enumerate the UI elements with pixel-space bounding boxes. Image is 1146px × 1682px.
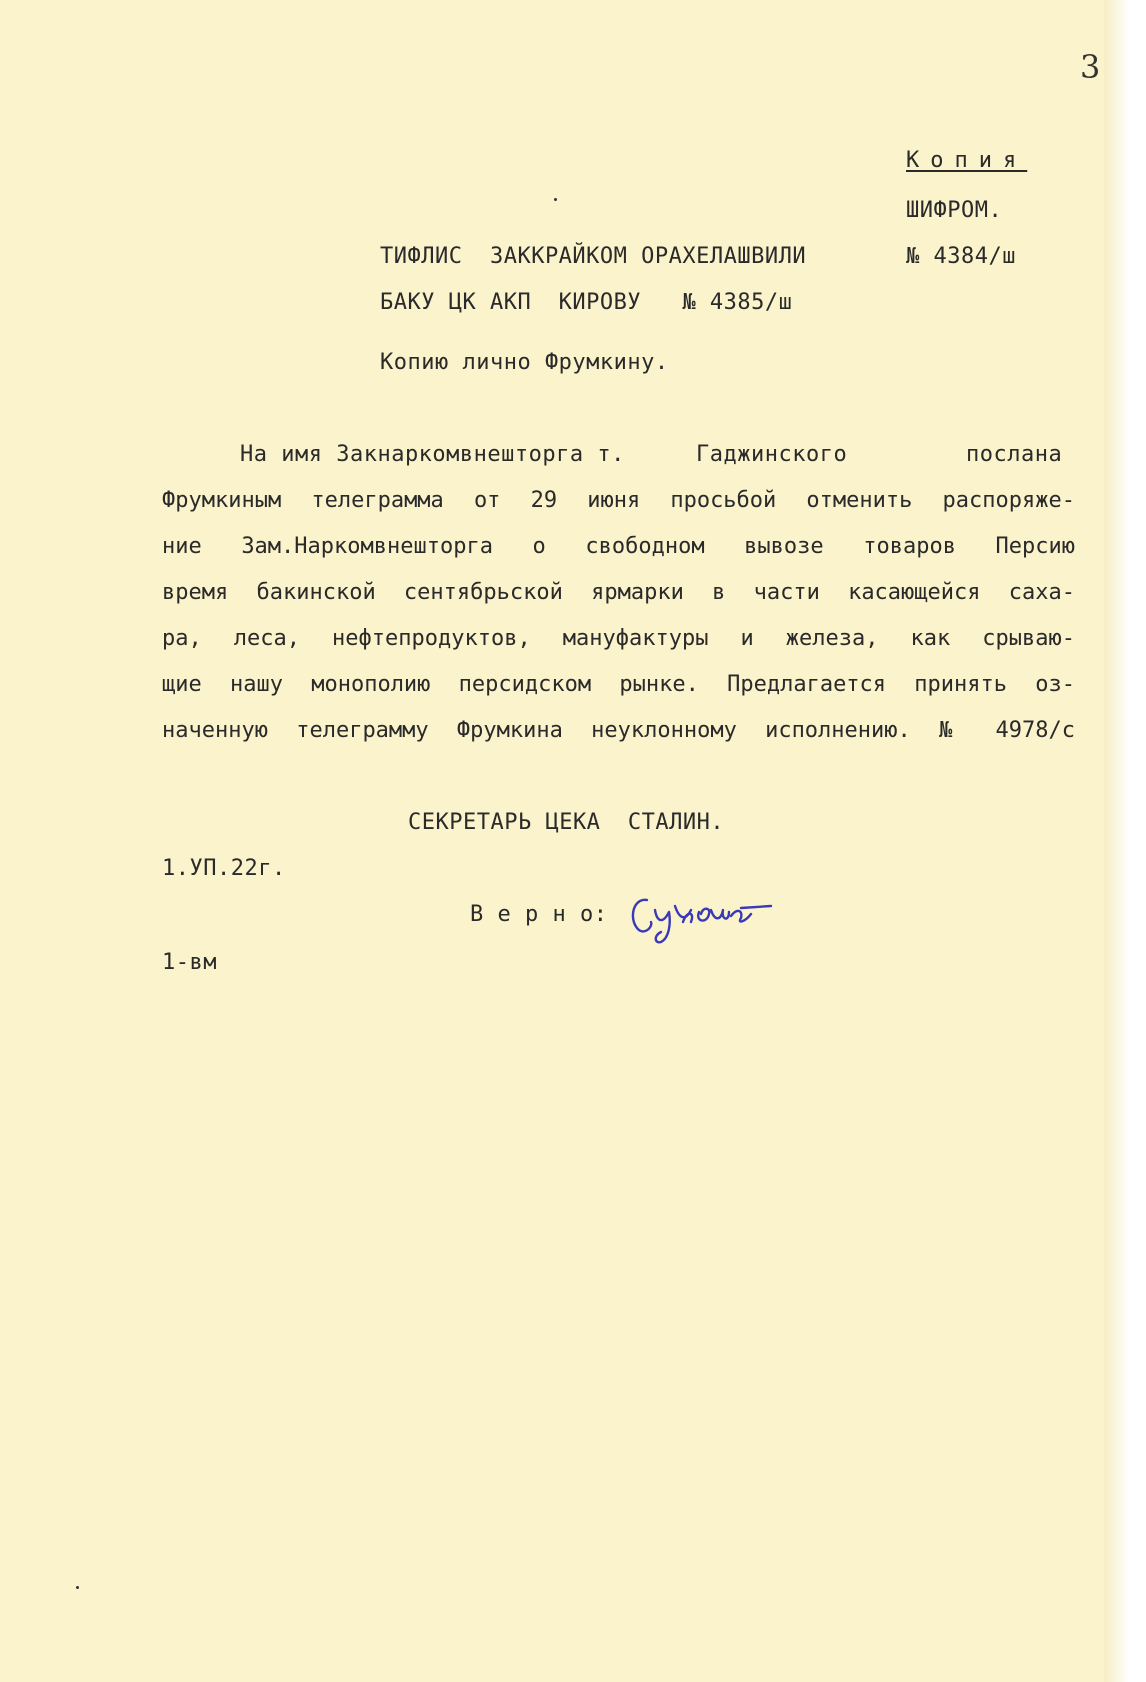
stray-ink-dot	[76, 1586, 79, 1589]
document-date: 1.УП.22г.	[162, 856, 286, 881]
copy-mark: Копия	[906, 148, 1028, 173]
secretary-signature-line: СЕКРЕТАРЬ ЦЕКА СТАЛИН.	[408, 810, 725, 835]
addressee-baku: БАКУ ЦК АКП КИРОВУ № 4385/ш	[380, 290, 793, 315]
copy-to-line: Копию лично Фрумкину.	[380, 350, 669, 375]
body-line: ра, леса, нефтепродуктов, мануфактуры и железа, как срываю-	[162, 626, 1075, 651]
page-number: 3	[1080, 48, 1101, 86]
body-line: ние Зам.Наркомвнешторга о свободном вывозе товаров Персию	[162, 534, 1075, 559]
body-line: время бакинской сентябрьской ярмарки в части касающейся саха-	[162, 580, 1075, 605]
addressee-tiflis-number: № 4384/ш	[906, 244, 1016, 269]
handwritten-signature	[625, 888, 775, 944]
verified-label: В е р н о:	[470, 902, 608, 927]
stray-ink-dot	[554, 198, 557, 201]
body-line: щие нашу монополию персидском рынке. Предлагается принять оз-	[162, 672, 1075, 697]
body-line: Фрумкиным телеграмма от 29 июня просьбой отменить распоряже-	[162, 488, 1075, 513]
page-edge	[1104, 0, 1146, 1682]
body-line-1-end: послана	[966, 442, 1063, 467]
typist-code: 1-вм	[162, 950, 217, 975]
body-line: наченную телеграмму Фрумкина неуклонному исполнению. № 4978/с	[162, 718, 1075, 743]
body-line-1-name: Гаджинского	[696, 442, 848, 467]
body-line-1-start: На имя Закнаркомвнешторга т.	[240, 442, 625, 467]
cipher-label: ШИФРОМ.	[906, 198, 1003, 223]
addressee-tiflis: ТИФЛИС ЗАККРАЙКОМ ОРАХЕЛАШВИЛИ	[380, 244, 807, 269]
